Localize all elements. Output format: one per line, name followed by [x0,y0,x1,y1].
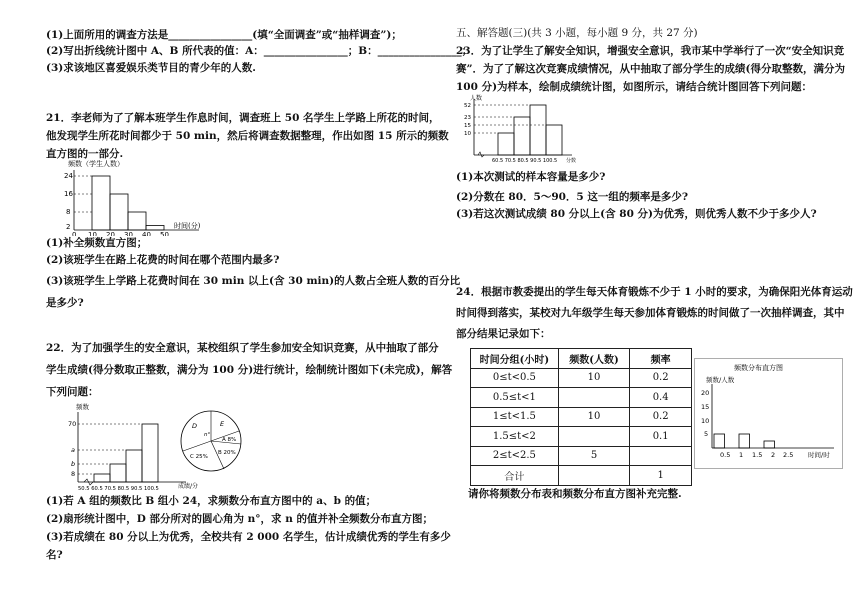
q24-footer: 请你将频数分布表和频数分布直方图补充完整. [468,488,682,500]
q21-xtick: 40 [142,231,151,236]
q23-line1: 23．为了让学生了解安全知识，增强安全意识，我市某中学举行了一次“安全知识竞 [456,45,845,57]
q22-pie-label: D [192,422,198,430]
q23-ylabel: 人数 [470,95,483,102]
q22-bar-B [110,464,126,482]
q22-sub3: (3)若成绩在 80 分以上为优秀，全校共有 2 000 名学生，估计成绩优秀的学生有多少 [46,531,451,543]
q21-xlabel: 时间(分) [174,222,201,230]
q22-ytick: b [71,460,76,468]
q21-sub2: (2)该班学生在路上花费的时间在哪个范围内最多? [46,254,280,266]
q24-line1: 24．根据市教委提出的学生每天体育锻炼不少于 1 小时的要求，为确保阳光体育运动 [456,286,853,298]
table-cell [558,466,630,486]
q24-ytick: 15 [701,403,710,411]
q24-xtick: 0.5 [720,451,731,459]
q22-pie-chart [176,402,246,480]
q22-pie-label: E [220,420,225,428]
q21-line3: 直方图的一部分. [46,148,124,160]
q23-axis-break [478,152,484,157]
q23-ytick: 23 [464,115,471,121]
q22-bar-C [126,450,142,482]
q23-histogram [460,93,590,165]
q22-line1: 22．为了加强学生的安全意识，某校组织了学生参加安全知识竞赛，从中抽取了部分 [46,342,439,354]
q21-ytick: 2 [66,223,71,231]
q23-bar-70-80 [514,117,530,155]
q21-line2: 他发现学生所花时间都少于 50 min，然后将调查数据整理，作出如图 15 所示的频数 [46,130,449,142]
table-header-cell: 时间分组(小时) [471,349,559,369]
q21-xtick: 0 [72,231,77,236]
q20-part3: (3)求该地区喜爱娱乐类节目的青少年的人数. [46,62,256,74]
q20-part1: (1)上面所用的调查方法是________________(填“全面调查”或“抽样调查”)； [46,29,402,41]
table-cell: 1.5≤t<2 [471,427,559,447]
table-cell: 1 [630,466,692,486]
q21-xtick: 20 [106,231,115,236]
q24-ytick: 5 [704,430,709,438]
q24-ytick: 10 [701,417,710,425]
q24-line3: 部分结果记录如下： [456,328,551,340]
table-row [471,427,692,447]
q22-bar-D [142,424,158,482]
table-cell: 0.1 [630,427,692,447]
table-header-row [471,349,692,369]
q22-xticks: 50.5 60.5 70.5 80.5 90.5 100.5 [78,486,159,492]
q23-xlabel: 分数 [566,158,577,164]
table-cell: 1≤t<1.5 [471,407,559,427]
q21-line1: 21．李老师为了了解本班学生作息时间，调查班上 50 名学生上学路上所花的时间， [46,112,440,124]
q21-bar-40-50 [146,226,164,231]
table-row [471,466,692,486]
q24-bar-2 [764,441,775,448]
q23-xticks: 60.5 70.5 80.5 90.5 100.5 [492,158,558,164]
table-cell: 10 [558,368,630,388]
q21-sub1: (1)补全频数直方图； [46,237,148,249]
q20-part2: (2)写出折线统计图中 A、B 所代表的值：A：________________；B：________________； [46,45,473,57]
table-row [471,446,692,466]
q22-xlabel: 成绩/分 [178,483,199,490]
table-header-cell: 频率 [630,349,692,369]
q21-ytick: 8 [66,208,71,216]
q24-bar-0 [714,434,725,448]
q21-xtick: 50 [160,231,169,236]
q24-ylabel: 频数/人数 [706,376,735,384]
q24-ytick: 20 [701,389,710,397]
q23-ytick: 15 [464,123,471,129]
table-cell: 合计 [471,466,559,486]
q22-ytick: a [71,446,75,454]
q21-bar-20-30 [110,194,128,230]
q22-bar-A [94,474,110,482]
table-cell: 2≤t<2.5 [471,446,559,466]
table-header-cell: 频数(人数) [558,349,630,369]
q24-frequency-table [470,348,692,486]
q22-line3: 下列问题： [46,386,99,398]
q21-bar-10-20 [92,176,110,230]
table-cell: 0≤t<0.5 [471,368,559,388]
q23-sub3: (3)若这次测试成绩 80 分以上(含 80 分)为优秀，则优秀人数不少于多少人? [456,208,817,220]
q22-pie-label: A 8% [222,437,237,443]
q24-xtick: 2.5 [783,451,794,459]
q21-xtick: 10 [88,231,97,236]
q21-ylabel: 频数（学生人数） [68,160,124,168]
table-cell: 5 [558,446,630,466]
table-cell: 0.5≤t<1 [471,388,559,408]
q23-bar-80-90 [530,105,546,155]
table-cell: 0.4 [630,388,692,408]
q22-sub2: (2)扇形统计图中，D 部分所对的圆心角为 n°，求 n 的值并补全频数分布直方图； [46,513,433,525]
q24-line2: 时间得到落实，某校对九年级学生每天参加体育锻炼的时间做了一次抽样调查，其中 [456,307,845,319]
q22-line2: 学生成绩(得分数取正整数，满分为 100 分)进行统计，绘制统计图如下(未完成)，解答 [46,364,453,376]
q22-sub4: 名? [46,549,63,561]
q24-chart-title: 频数分布直方图 [734,364,783,372]
q22-pie-label: B 20% [218,450,236,456]
q23-sub2: (2)分数在 80．5～90．5 这一组的频率是多少? [456,191,689,203]
q21-histogram [54,158,254,236]
table-cell [558,427,630,447]
table-cell: 0.2 [630,407,692,427]
table-cell: 10 [558,407,630,427]
q24-xlabel: 时间/时 [808,451,830,459]
q23-sub1: (1)本次测试的样本容量是多少? [456,171,606,183]
table-cell [630,446,692,466]
q21-sub3: (3)该班学生上学路上花费时间在 30 min 以上(含 30 min)的人数占全班人数的百分比 [46,275,461,287]
q22-ylabel: 频数 [76,403,89,411]
q22-pie-label: C 25% [190,454,208,460]
q24-bars [714,434,775,448]
q23-bar-60-70 [498,133,514,155]
table-cell [558,388,630,408]
q23-ytick: 10 [464,131,471,137]
q24-bar-1 [739,434,750,448]
table-row [471,368,692,388]
q24-histogram [694,358,844,470]
q22-pie-divider [183,441,211,451]
q24-xtick: 2 [771,451,776,459]
q21-sub4: 是多少? [46,297,84,309]
q21-bar-30-40 [128,212,146,230]
q22-ytick: 70 [68,420,77,428]
q21-ytick: 24 [64,172,73,180]
q22-ytick: 8 [71,470,76,478]
q23-line2: 赛”．为了了解这次竞赛成绩情况，从中抽取了部分学生的成绩(得分取整数，满分为 [456,63,846,75]
q24-xtick: 1.5 [752,451,763,459]
q24-xtick: 1 [739,451,744,459]
q23-ytick: 52 [464,103,471,109]
table-cell: 0.2 [630,368,692,388]
section-heading: 五、解答题(三)(共 3 小题，每小题 9 分，共 27 分) [456,27,698,39]
q21-xtick: 30 [124,231,133,236]
q22-pie-label: n° [204,432,211,438]
q22-sub1: (1)若 A 组的频数比 B 组小 24，求频数分布直方图中的 a、b 的值； [46,495,377,507]
q21-ytick: 16 [64,190,73,198]
table-row [471,388,692,408]
table-row [471,407,692,427]
q23-bar-90-100 [546,125,562,155]
q23-line3: 100 分)为样本，绘制成绩统计图，如图所示，请结合统计图回答下列问题： [456,81,813,93]
